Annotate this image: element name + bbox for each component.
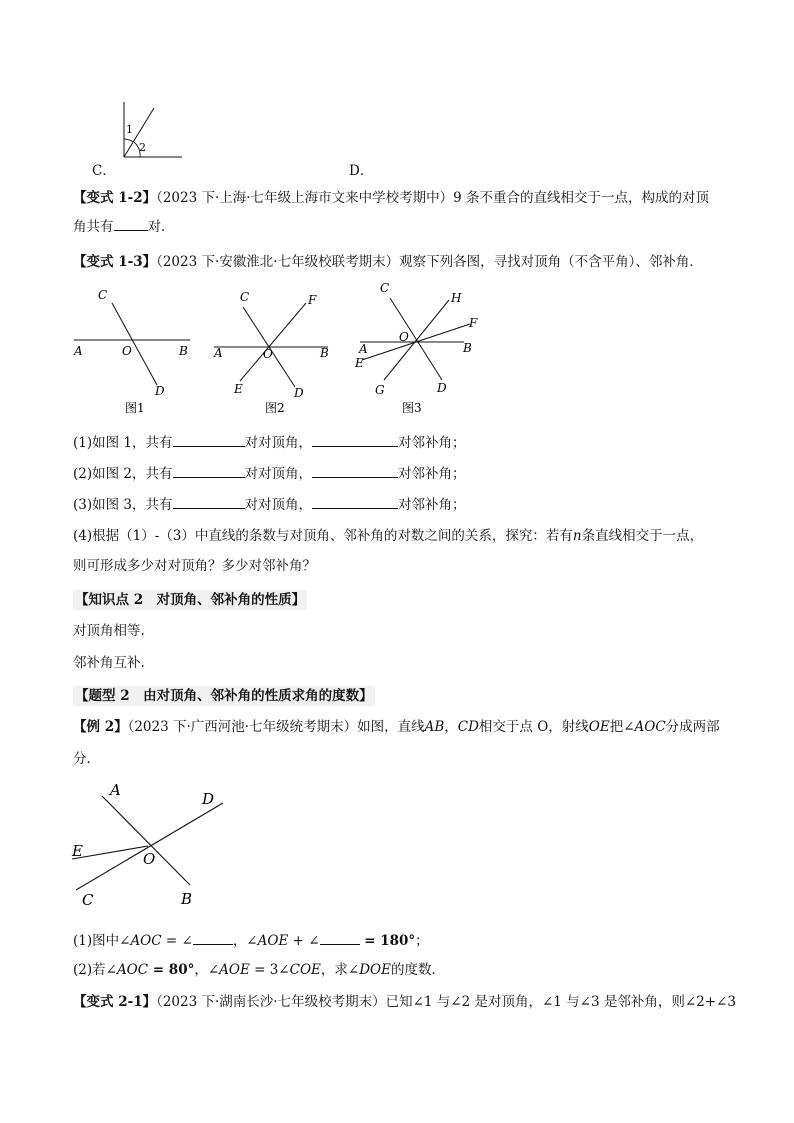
label-h: H: [451, 291, 462, 305]
label-a: A: [74, 344, 83, 358]
example-2-question-1: [73, 930, 429, 950]
label-b: B: [320, 346, 329, 360]
question-1-text-c: 对邻补角；: [398, 435, 466, 451]
question-2-text-b: 对对顶角，: [244, 466, 313, 482]
q2-text-d: = 3∠: [249, 962, 290, 978]
example-2-question-2: [73, 961, 445, 979]
example-2-text-c: 把∠: [609, 719, 635, 735]
answer-blank[interactable]: [173, 494, 245, 509]
label-f: F: [469, 316, 478, 330]
answer-blank[interactable]: [320, 930, 360, 945]
line-cd: [112, 303, 157, 385]
label-d: D: [294, 386, 304, 400]
variant-1-3-line1: [73, 253, 703, 271]
option-d-label: D．: [349, 163, 374, 179]
variant-1-2-text: （2023 下·上海·七年级上海市文来中学校考期中）9 条不重合的直线相交于一点，构成的对顶: [156, 190, 709, 206]
label-b: B: [179, 344, 188, 358]
angle-aoc-name: AOC: [130, 933, 162, 949]
caption-fig1: 图1: [125, 401, 145, 415]
label-b: B: [181, 890, 193, 908]
figure-2: [210, 285, 340, 420]
label-c: C: [98, 288, 108, 302]
label-b: B: [463, 341, 472, 355]
answer-blank[interactable]: [173, 463, 245, 478]
angle-aoe-name: AOE: [257, 933, 289, 949]
label-a: A: [110, 781, 121, 799]
ray-oe-name: OE: [588, 719, 610, 735]
option-c-label: C．: [92, 163, 116, 179]
variant-1-2-tag: 【变式 1-2】: [73, 190, 157, 206]
line-ef: [240, 303, 306, 381]
question-2: [73, 463, 466, 483]
question-3-text-b: 对对顶角，: [244, 497, 313, 513]
q1-text-a: (1)图中∠: [73, 933, 131, 949]
ray-oe: [72, 846, 148, 859]
line-ab-name: AB: [424, 719, 445, 735]
question-2-text-a: (2)如图 2，共有: [73, 466, 173, 482]
figure-1: [70, 285, 200, 420]
label-o: O: [263, 347, 273, 361]
question-1-text-a: (1)如图 1，共有: [73, 435, 173, 451]
answer-blank[interactable]: [312, 432, 398, 447]
variant-1-2-text2a: 角共有: [73, 219, 114, 235]
angle-arc-1: [124, 139, 134, 142]
example-2-line1: [73, 718, 720, 736]
q2-text-e: ，求∠: [320, 962, 360, 978]
answer-blank[interactable]: [193, 930, 233, 945]
answer-blank[interactable]: [312, 463, 398, 478]
q1-text-c: ，∠: [232, 933, 258, 949]
angle-aoe-name: AOE: [219, 962, 250, 978]
question-3: [73, 494, 466, 514]
label-e: E: [72, 842, 83, 860]
variant-1-3-tag: 【变式 1-3】: [73, 254, 157, 270]
line-cd: [390, 298, 442, 380]
example-2-line2: 分．: [73, 751, 100, 767]
question-4-line2: 则可形成多少对对顶角？多少对邻补角？: [73, 558, 316, 574]
label-c: C: [240, 290, 250, 304]
variant-2-1-tag: 【变式 2-1】: [73, 994, 157, 1010]
q2-text-c: ，∠: [194, 962, 220, 978]
label-d: D: [155, 384, 165, 398]
angle-aoc-name: AOC: [116, 962, 149, 978]
q2-text-a: (2)若∠: [73, 962, 117, 978]
line-cd: [76, 803, 223, 890]
q1-text-f: ；: [415, 933, 429, 949]
example-2-figure: [68, 778, 228, 913]
question-4-text-a: (4)根据（1）-（3）中直线的条数与对顶角、邻补角的对数之间的关系，探究：若有: [73, 528, 573, 544]
question-2-text-c: 对邻补角；: [398, 466, 466, 482]
caption-fig3: 图3: [402, 401, 422, 415]
variant-1-3-text: （2023 下·安徽淮北·七年级校联考期末）观察下列各图，寻找对顶角（不含平角）、邻补角．: [156, 254, 703, 270]
angle-label-2: 2: [139, 141, 146, 154]
label-f: F: [308, 293, 317, 307]
question-3-text-a: (3)如图 3，共有: [73, 497, 173, 513]
label-o: O: [143, 850, 156, 868]
answer-blank[interactable]: [173, 432, 245, 447]
label-o: O: [399, 330, 409, 344]
q2-text-b: = 80°: [148, 962, 195, 978]
label-d: D: [437, 381, 447, 395]
variant-2-1-text: （2023 下·湖南长沙·七年级校考期末）已知∠1 与∠2 是对顶角，∠1 与∠3 是邻补角，则∠2+∠3: [156, 994, 736, 1010]
kp2-property-2: 邻补角互补.: [73, 655, 145, 671]
question-3-text-c: 对邻补角；: [398, 497, 466, 513]
angle-coe-name: COE: [289, 962, 321, 978]
option-c-angle-figure: [118, 100, 188, 162]
line-cd-name: CD: [457, 719, 479, 735]
q2-text-f: 的度数．: [390, 962, 445, 978]
knowledge-point-2-title: 【知识点 2 对顶角、邻补角的性质】: [75, 592, 306, 608]
label-o: O: [122, 344, 132, 358]
variant-1-2-text2b: 对．: [147, 219, 175, 235]
type-2-title: 【题型 2 由对顶角、邻补角的性质求角的度数】: [75, 688, 373, 704]
kp2-property-1: 对顶角相等.: [73, 623, 145, 639]
angle-doe-name: DOE: [359, 962, 391, 978]
angle-label-1: 1: [126, 123, 133, 136]
label-d: D: [202, 790, 215, 808]
label-c: C: [82, 891, 94, 909]
example-2-text-d: 分成两部: [665, 719, 720, 735]
label-a: A: [359, 342, 368, 356]
question-1-text-b: 对对顶角，: [244, 435, 313, 451]
comma: ，: [444, 719, 458, 735]
line-gh: [384, 300, 449, 380]
line-ab: [102, 796, 190, 885]
variable-n: n: [572, 528, 582, 544]
example-2-tag: 【例 2】: [73, 719, 128, 735]
answer-blank[interactable]: [114, 216, 148, 231]
variant-2-1-line1: [73, 993, 736, 1011]
question-4-text-b: 条直线相交于一点，: [581, 528, 704, 544]
caption-fig2: 图2: [265, 401, 285, 415]
question-1: [73, 432, 466, 452]
q1-text-b: = ∠: [161, 933, 193, 949]
answer-blank[interactable]: [312, 494, 398, 509]
angle-aoc-name: AOC: [634, 719, 666, 735]
label-g: G: [375, 383, 385, 397]
variant-1-2-line1: [73, 189, 709, 207]
question-4-line1: [73, 527, 703, 545]
example-2-text-b: 相交于点 O，射线: [478, 719, 589, 735]
q1-text-e: = 180°: [359, 933, 416, 949]
label-c: C: [380, 281, 390, 295]
example-2-text-a: （2023 下·广西河池·七年级统考期末）如图，直线: [127, 719, 425, 735]
label-a: A: [214, 346, 223, 360]
label-e: E: [234, 382, 243, 396]
label-e: E: [355, 356, 364, 370]
q1-text-d: + ∠: [288, 933, 320, 949]
figure-3: [352, 280, 482, 420]
variant-1-2-line2: [73, 216, 175, 236]
